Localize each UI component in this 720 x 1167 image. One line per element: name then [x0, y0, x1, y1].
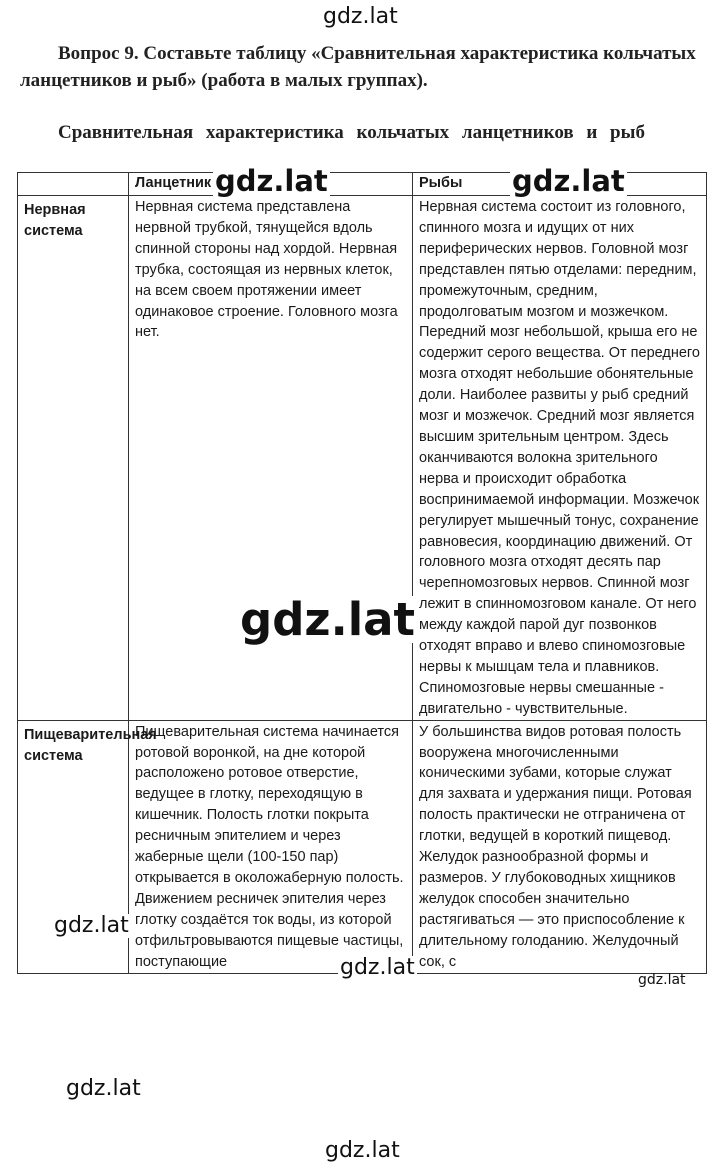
- cell-text: Нервная система представлена нервной трубкой, тянущейся вдоль спинной стороны над хордой. Нервная трубка, состоящая из нервных клеток, на всем своем протяжении имеет одинаковое строение. Головного мозга нет.: [135, 199, 398, 341]
- cell-lancelet-digestive: [129, 720, 413, 973]
- row-label-nervous-system: Нервная система: [18, 196, 129, 721]
- watermark-bottom: gdz.lat: [325, 1138, 400, 1163]
- watermark-center: gdz.lat: [240, 593, 416, 646]
- cell-text: У большинства видов ротовая полость вооружена многочисленными коническими зубами, которые служат для захвата и удержания пищи. Ротовая полость практически не отграничена от глотки, ведущей в короткий пищевод. Желудок разнообразной формы и размеров. У глубоководных хищников желудок способен значительно растягиваться — это приспособление к длительному голоданию. Желудочный сок, с: [419, 723, 692, 970]
- cell-text: Нервная система состоит из головного, спинного мозга и идущих от них периферических нервов. Головной мозг представлен пятью отделами: передним, промежуточным, средним, продолговатым мозгом и мозжечком. Передний мозг небольшой, крыша его не содержит серого вещества. От переднего мозга отходят небольшие обонятельные доли. Наиболее развиты у рыб средний мозг и мозжечок. Средний мозг является высшим зрительным центром. Здесь оканчиваются волокна зрительного нерва и происходит обработка воспринимаемой информации. Мозжечок регулирует мышечный тонус, сохранение равновесия, координацию движений. От головного мозга отходят десять пар черепномозговых нервов. Спинной мозг лежит в спинномозговом канале. От него между каждой парой дуг позвонков отходят вправо и влево спиномозговые нервы к мышцам тела и плавников. Спиномозговые нервы смешанные - двигательно - чувствительные.: [419, 199, 700, 717]
- table-title: Сравнительная характеристика кольчатых ланцетников и рыб: [58, 122, 645, 143]
- cell-fish-nervous: [413, 196, 707, 721]
- watermark-small-4: gdz.lat: [66, 1076, 141, 1101]
- header-fish: Рыбы: [413, 173, 707, 196]
- watermark-header-right: gdz.lat: [512, 164, 625, 198]
- header-lancelet: Ланцетник: [129, 173, 413, 196]
- watermark-small-3: gdz.lat: [638, 972, 686, 988]
- row-label-digestive-system: Пищеварительная система: [18, 720, 129, 973]
- comparison-table: [17, 172, 707, 974]
- watermark-header-left: gdz.lat: [215, 164, 328, 198]
- cell-text: Пищеварительная система начинается ротовой воронкой, на дне которой расположено ротовое отверстие, ведущее в глотку, переходящую в кишечник. Полость глотки покрыта ресничным эпителием и через жаберные щели (100-150 пар) открывается в околожаберную полость. Движением ресничек эпителия через глотку создаётся ток воды, из которой отфильтровываются пищевые частицы, поступающие: [135, 723, 404, 970]
- header-blank-cell: [18, 173, 129, 196]
- watermark-top: gdz.lat: [323, 4, 398, 29]
- watermark-small-1: gdz.lat: [54, 913, 129, 938]
- watermark-small-2: gdz.lat: [340, 955, 415, 980]
- question-text: Вопрос 9. Составьте таблицу «Сравнительная характеристика кольчатых ланцетников и рыб» (работа в малых группах).: [20, 43, 696, 91]
- cell-fish-digestive: [413, 720, 707, 973]
